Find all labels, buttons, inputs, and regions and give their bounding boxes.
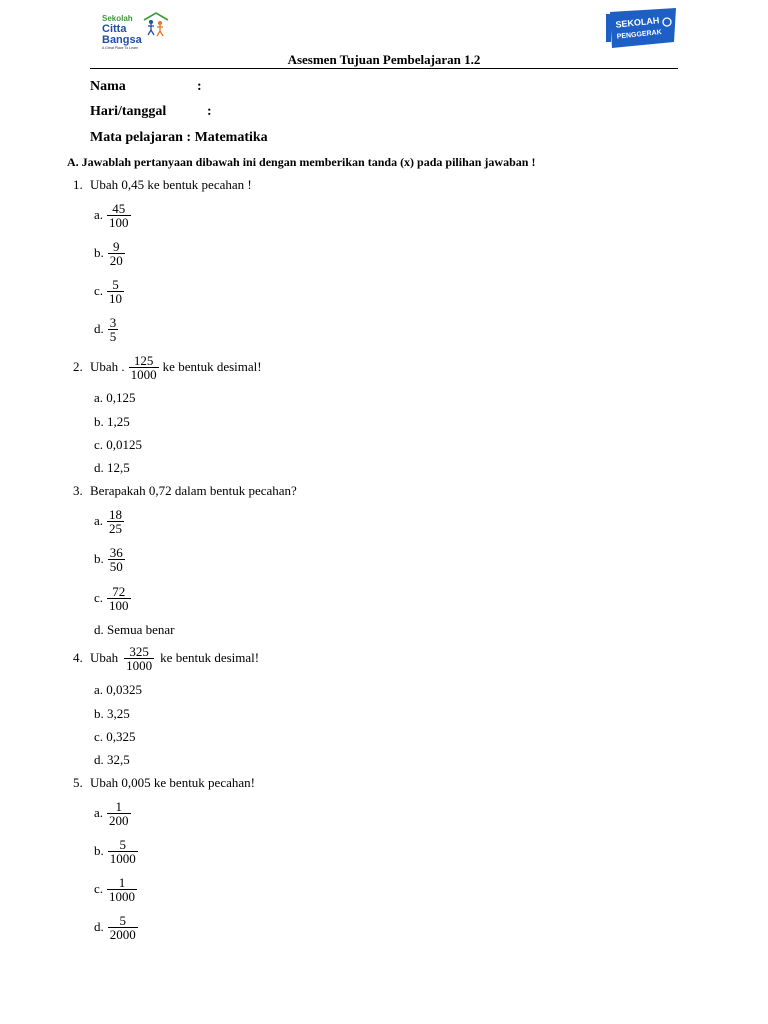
- q5-option-d[interactable]: [94, 912, 138, 942]
- badge-text-line2: PENGGERAK: [616, 28, 663, 41]
- question-4-pre: Ubah: [90, 650, 119, 665]
- logo-text-bangsa: Bangsa: [102, 34, 142, 46]
- option-label: c.: [94, 881, 104, 896]
- fraction: [108, 240, 125, 267]
- q1-option-b[interactable]: [94, 238, 125, 268]
- q2-option-b[interactable]: b. 1,25: [94, 414, 130, 429]
- question-1-number: 1.: [73, 177, 83, 192]
- question-2-number: 2.: [73, 359, 83, 374]
- fraction: [108, 546, 125, 573]
- school-logo: [100, 12, 172, 50]
- question-4-number: 4.: [73, 650, 83, 665]
- question-5-text: Ubah 0,005 ke bentuk pecahan!: [90, 775, 255, 790]
- question-1-text: Ubah 0,45 ke bentuk pecahan !: [90, 177, 252, 192]
- fraction-denominator: 1000: [109, 850, 136, 866]
- option-label: a.: [94, 207, 104, 222]
- fraction: [107, 202, 131, 229]
- header-divider: [90, 68, 678, 69]
- option-label: d.: [94, 919, 104, 934]
- fraction-denominator: 2000: [109, 926, 136, 942]
- q1-option-c[interactable]: [94, 276, 124, 306]
- subject-label: Mata pelajaran : Matematika: [90, 130, 268, 145]
- fraction-denominator: 10: [109, 290, 123, 306]
- fraction-numerator: 125: [133, 352, 154, 368]
- badge-text-line1: SEKOLAH: [614, 15, 660, 30]
- fraction-numerator: 45: [112, 200, 126, 216]
- fraction: [107, 585, 131, 612]
- fraction-denominator: 200: [109, 812, 129, 828]
- q1-option-a[interactable]: [94, 200, 131, 230]
- fraction-numerator: 72: [112, 583, 126, 599]
- q2-option-a[interactable]: a. 0,125: [94, 390, 136, 405]
- q4-option-a[interactable]: a. 0,0325: [94, 682, 143, 697]
- question-3-text: Berapakah 0,72 dalam bentuk pecahan?: [90, 483, 297, 498]
- q3-option-c[interactable]: [94, 583, 131, 613]
- fraction-numerator: 5: [112, 276, 119, 292]
- q2-option-c[interactable]: c. 0,0125: [94, 437, 143, 452]
- sekolah-penggerak-badge: [606, 8, 678, 48]
- option-label: d.: [94, 321, 104, 336]
- option-label: a.: [94, 805, 104, 820]
- q4-option-b[interactable]: b. 3,25: [94, 706, 130, 721]
- fraction-denominator: 25: [109, 520, 123, 536]
- option-label: b.: [94, 551, 104, 566]
- question-5-number: 5.: [73, 775, 83, 790]
- option-label: a.: [94, 513, 104, 528]
- option-label: c.: [94, 283, 104, 298]
- option-label: b.: [94, 843, 104, 858]
- fraction: [107, 876, 137, 903]
- question-2-text: [90, 352, 262, 382]
- fraction: [107, 508, 124, 535]
- fraction-denominator: 1000: [126, 657, 153, 673]
- fraction-denominator: 1000: [130, 366, 157, 382]
- date-colon: :: [207, 104, 212, 119]
- q3-option-b[interactable]: [94, 544, 125, 574]
- q4-option-c[interactable]: c. 0,325: [94, 729, 136, 744]
- logo-text-sekolah: Sekolah: [102, 14, 133, 23]
- option-label: b.: [94, 245, 104, 260]
- fraction-numerator: 9: [113, 238, 120, 254]
- question-2-post: ke bentuk desimal!: [162, 359, 262, 374]
- q5-option-a[interactable]: [94, 798, 131, 828]
- question-4-post: ke bentuk desimal!: [160, 650, 260, 665]
- logo-tagline: A Great Place To Learn: [102, 46, 139, 50]
- fraction: [107, 278, 124, 305]
- fraction-denominator: 100: [109, 597, 129, 613]
- fraction-numerator: 1: [118, 874, 126, 890]
- fraction: [108, 838, 138, 865]
- logo-text-citta: Citta: [102, 23, 127, 35]
- fraction: [129, 354, 159, 381]
- fraction: [124, 645, 154, 672]
- fraction-numerator: 18: [109, 506, 123, 522]
- fraction-numerator: 3: [109, 314, 117, 330]
- fraction-denominator: 1000: [109, 888, 136, 904]
- q4-option-d[interactable]: d. 32,5: [94, 752, 130, 767]
- option-label: c.: [94, 590, 104, 605]
- name-colon: :: [197, 79, 202, 94]
- q2-option-d[interactable]: d. 12,5: [94, 460, 130, 475]
- q5-option-c[interactable]: [94, 874, 137, 904]
- fraction: [108, 914, 138, 941]
- fraction-denominator: 20: [109, 252, 123, 268]
- q3-option-d[interactable]: d. Semua benar: [94, 622, 175, 637]
- fraction: [108, 316, 119, 343]
- question-4-text: [90, 643, 259, 673]
- question-3-number: 3.: [73, 483, 83, 498]
- fraction-numerator: 5: [119, 912, 126, 928]
- q5-option-b[interactable]: [94, 836, 138, 866]
- name-label: Nama: [90, 79, 126, 94]
- date-label: Hari/tanggal: [90, 104, 167, 119]
- q1-option-d[interactable]: [94, 314, 118, 344]
- assessment-title: Asesmen Tujuan Pembelajaran 1.2: [287, 52, 481, 67]
- fraction-numerator: 1: [115, 798, 123, 814]
- fraction: [107, 800, 131, 827]
- fraction-denominator: 5: [109, 328, 117, 344]
- section-a-instruction: A. Jawablah pertanyaan dibawah ini dengan memberikan tanda (x) pada pilihan jawaban !: [67, 155, 536, 169]
- fraction-denominator: 50: [109, 558, 123, 574]
- fraction-numerator: 36: [109, 544, 123, 560]
- fraction-numerator: 325: [129, 643, 149, 659]
- q3-option-a[interactable]: [94, 506, 124, 536]
- fraction-denominator: 100: [109, 214, 129, 230]
- question-2-pre: Ubah .: [90, 359, 125, 374]
- fraction-numerator: 5: [119, 836, 126, 852]
